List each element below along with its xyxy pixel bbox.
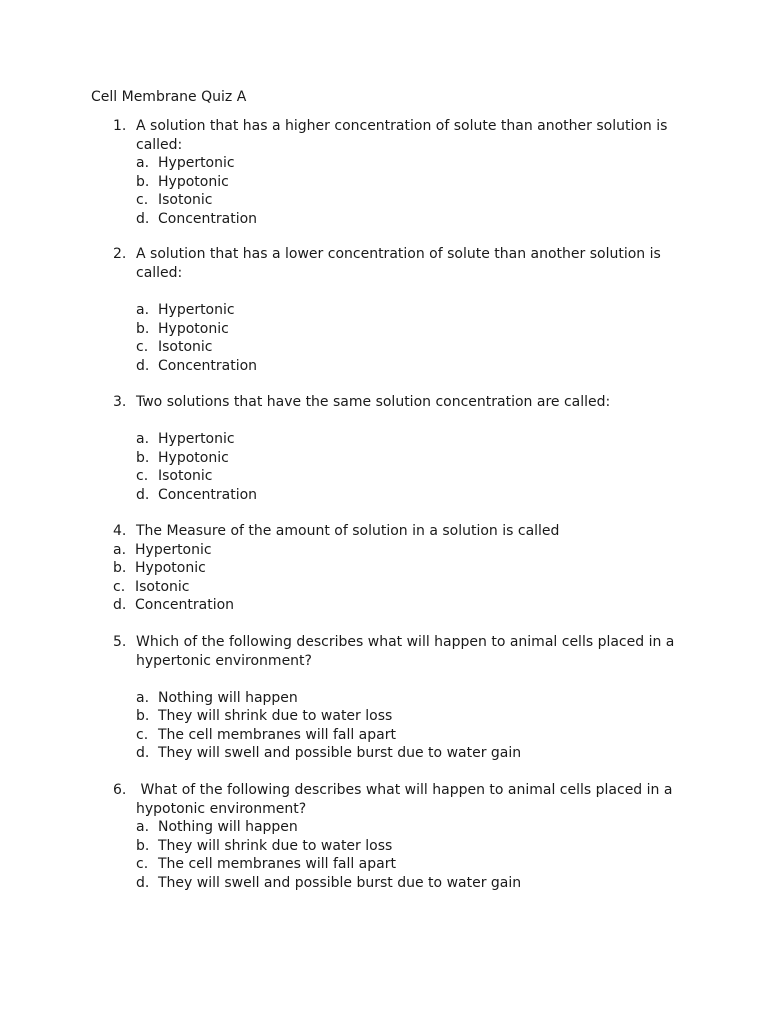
option-text: Isotonic bbox=[135, 578, 190, 595]
option-letter: a. bbox=[113, 541, 127, 558]
option-letter: a. bbox=[136, 155, 150, 171]
option-letter: c. bbox=[136, 856, 149, 872]
option-text: Hypotonic bbox=[158, 449, 229, 466]
page-title: Cell Membrane Quiz A bbox=[91, 89, 247, 105]
option-text: Hypotonic bbox=[158, 173, 229, 190]
option-text: Isotonic bbox=[158, 468, 213, 484]
option-letter: b. bbox=[136, 837, 150, 854]
option-letter: d. bbox=[113, 597, 127, 613]
option-letter: c. bbox=[136, 192, 149, 208]
option-letter: b. bbox=[136, 449, 150, 466]
option-text: Concentration bbox=[158, 486, 258, 503]
option-letter: a. bbox=[136, 819, 150, 835]
option-letter: a. bbox=[136, 302, 150, 318]
question-number: 2. bbox=[113, 246, 127, 262]
option-text: Hypertonic bbox=[135, 541, 212, 558]
option-letter: c. bbox=[136, 726, 149, 743]
question-number: 1. bbox=[113, 118, 127, 134]
question-text: What of the following describes what will happen to animal cells placed in a hypotonic environment? bbox=[136, 782, 677, 817]
option-letter: c. bbox=[113, 578, 126, 595]
question-number: 6. bbox=[113, 782, 127, 798]
option-text: They will shrink due to water loss bbox=[158, 837, 393, 854]
option-text: They will shrink due to water loss bbox=[158, 708, 393, 724]
option-text: Concentration bbox=[158, 210, 258, 227]
option-text: Hypotonic bbox=[135, 560, 206, 576]
option-text: Concentration bbox=[135, 597, 235, 613]
option-letter: a. bbox=[136, 689, 150, 706]
question-number: 3. bbox=[113, 394, 127, 410]
question-text: Which of the following describes what will happen to animal cells placed in a hypertonic environment? bbox=[136, 634, 675, 669]
option-letter: d. bbox=[136, 745, 150, 761]
question-text: A solution that has a higher concentration of solute than another solution is called: bbox=[136, 118, 668, 153]
option-text: Nothing will happen bbox=[158, 689, 298, 706]
option-letter: b. bbox=[113, 560, 127, 576]
option-text: Hypotonic bbox=[158, 320, 229, 337]
option-letter: d. bbox=[136, 357, 150, 374]
option-letter: b. bbox=[136, 173, 150, 190]
option-text: They will swell and possible burst due to water gain bbox=[158, 745, 522, 761]
option-letter: c. bbox=[136, 468, 149, 484]
option-text: Isotonic bbox=[158, 192, 213, 208]
question-number: 4. bbox=[113, 523, 127, 539]
option-text: Hypertonic bbox=[158, 431, 235, 447]
option-text: The cell membranes will fall apart bbox=[158, 856, 396, 872]
option-letter: d. bbox=[136, 210, 150, 227]
option-letter: b. bbox=[136, 708, 150, 724]
question-number: 5. bbox=[113, 634, 127, 650]
option-text: The cell membranes will fall apart bbox=[158, 726, 396, 743]
option-letter: c. bbox=[136, 339, 149, 355]
option-text: Hypertonic bbox=[158, 302, 235, 318]
question-text: The Measure of the amount of solution in a solution is called bbox=[136, 523, 560, 539]
question-text: A solution that has a lower concentration of solute than another solution is called: bbox=[136, 246, 661, 281]
option-text: Hypertonic bbox=[158, 155, 235, 171]
option-letter: b. bbox=[136, 320, 150, 337]
option-text: Concentration bbox=[158, 357, 258, 374]
option-letter: a. bbox=[136, 431, 150, 447]
question-text: Two solutions that have the same solution concentration are called: bbox=[136, 394, 611, 410]
option-text: Nothing will happen bbox=[158, 819, 298, 835]
option-text: Isotonic bbox=[158, 339, 213, 355]
option-letter: d. bbox=[136, 486, 150, 503]
option-letter: d. bbox=[136, 874, 150, 891]
option-text: They will swell and possible burst due to water gain bbox=[158, 874, 522, 891]
